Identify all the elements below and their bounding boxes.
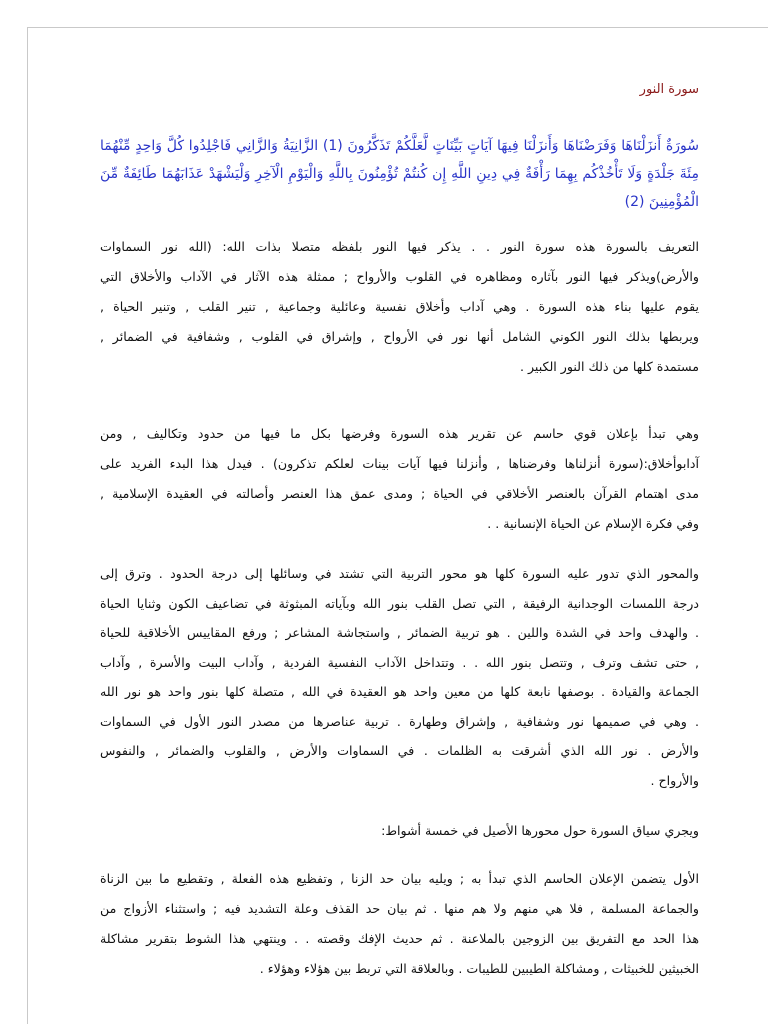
text-line: , حتى تشف وترف , وتتصل بنور الله . . وتتداخل الآداب النفسية الفردية , وآداب البيت والأسرة , وآداب [100, 654, 699, 670]
verse-line: مِئَةَ جَلْدَةٍ وَلَا تَأْخُذْكُم بِهِمَا رَأْفَةٌ فِي دِينِ اللَّهِ إِن كُنتُمْ تُؤْمِنُونَ بِاللَّهِ وَالْيَوْمِ الْآخِرِ وَلْيَشْهَدْ عَذَابَهُمَا طَائِفَةٌ مِّنَ [100, 166, 699, 182]
document-title: سورة النور [639, 82, 699, 97]
verse-line: الْمُؤْمِنِينَ (2) [624, 194, 699, 210]
text-line: . وهي في صميمها نور وشفافية , وإشراق وطهارة . تربية عناصرها من مصدر النور الأول في السماوات [100, 713, 699, 729]
text-line: والأرض)ويذكر فيها النور بآثاره ومظاهره في القلوب والأرواح ; ممثلة هذه الآثار في الآداب والأخلاق التي [100, 269, 699, 284]
paragraph-axis [100, 559, 699, 795]
text-line: الأول يتضمن الإعلان الحاسم الذي تبدأ به ; ويليه بيان حد الزنا , وتفظيع هذه الفعلة , وتقطيع ما بين الزناة [100, 871, 699, 886]
paragraph-introduction [100, 232, 699, 382]
text-line: وهي تبدأ بإعلان قوي حاسم عن تقرير هذه السورة وفرضها بكل ما فيها من حدود وتكاليف , ومن [100, 426, 699, 441]
text-line: والأرواح . [650, 772, 699, 788]
text-line: هذا الحد مع التفريق بين الزوجين بالملاعنة . ثم حديث الإفك وقصته . . وينتهي هذا الشوط بتقرير مشاكلة [100, 931, 699, 946]
text-line: والجماعة المسلمة , فلا هي منهم ولا هم منها . ثم بيان حد القذف وعلة التشديد فيه ; واستثناء الأزواج من [100, 901, 699, 916]
paragraph-first-section [100, 864, 699, 984]
text-line: يقوم عليها بناء هذه السورة . وهي آداب وأخلاق نفسية وعائلية وجماعية , تنير القلب , وتنير الحياة , [100, 299, 699, 314]
paragraph-sections-intro [100, 816, 699, 846]
text-line: والأرض . نور الله الذي أشرقت به الظلمات . في السماوات والأرض , والقلوب والضمائر , والنفوس [100, 743, 699, 758]
text-line: . والهدف واحد في الشدة واللين . هو تربية الضمائر , واستجاشة المشاعر ; ورفع المقاييس الأخلاقية للحياة [100, 625, 699, 640]
text-line: مدى اهتمام القرآن بالعنصر الأخلاقي في الحياة ; ومدى عمق هذا العنصر وأصالته في العقيدة الإسلامية , [100, 486, 699, 501]
text-line: آدابوأخلاق:(سورة أنزلناها وفرضناها , وأنزلنا فيها آيات بينات لعلكم تذكرون) . فيدل هذا البدء الفريد على [100, 456, 699, 471]
document-page [27, 27, 768, 1024]
text-line: والمحور الذي تدور عليه السورة كلها هو محور التربية التي تشتد في وسائلها إلى درجة الحدود . وترق إلى [100, 566, 699, 581]
verse-line: سُورَةٌ أَنزَلْنَاهَا وَفَرَضْنَاهَا وَأَنزَلْنَا فِيهَا آيَاتٍ بَيِّنَاتٍ لَّعَلَّكُمْ تَذَكَّرُونَ (1) الزَّانِيَةُ وَالزَّانِي فَاجْلِدُوا كُلَّ وَاحِدٍ مِّنْهُمَا [100, 138, 699, 154]
text-line: وفي فكرة الإسلام عن الحياة الإنسانية . . [487, 516, 699, 531]
text-line: الجماعة والقيادة . بوصفها نابعة كلها من معين واحد هو العقيدة في الله , متصلة كلها بنور واحد هو نور الله [100, 684, 699, 699]
text-line: درجة اللمسات الوجدانية الرفيقة , التي تصل القلب بنور الله وبآياته المبثوثة في تضاعيف الكون وثنايا الحياة [100, 595, 699, 611]
text-line: التعريف بالسورة هذه سورة النور . . يذكر فيها النور بلفظه متصلا بذات الله: (الله نور السماوات [100, 239, 699, 254]
text-line: الخبيثين للخبيثات , ومشاكلة الطيبين للطيبات . وبالعلاقة التي تربط بين هؤلاء وهؤلاء . [259, 961, 699, 976]
text-line: ويجري سياق السورة حول محورها الأصيل في خمسة أشواط: [381, 823, 699, 838]
paragraph-opening [100, 419, 699, 539]
quran-verse-block [100, 132, 699, 216]
text-line: مستمدة كلها من ذلك النور الكبير . [519, 359, 699, 374]
text-line: ويربطها بذلك النور الكوني الشامل أنها نور في الأرواح , وإشراق في القلوب , وشفافية في الضمائر , [100, 329, 699, 344]
